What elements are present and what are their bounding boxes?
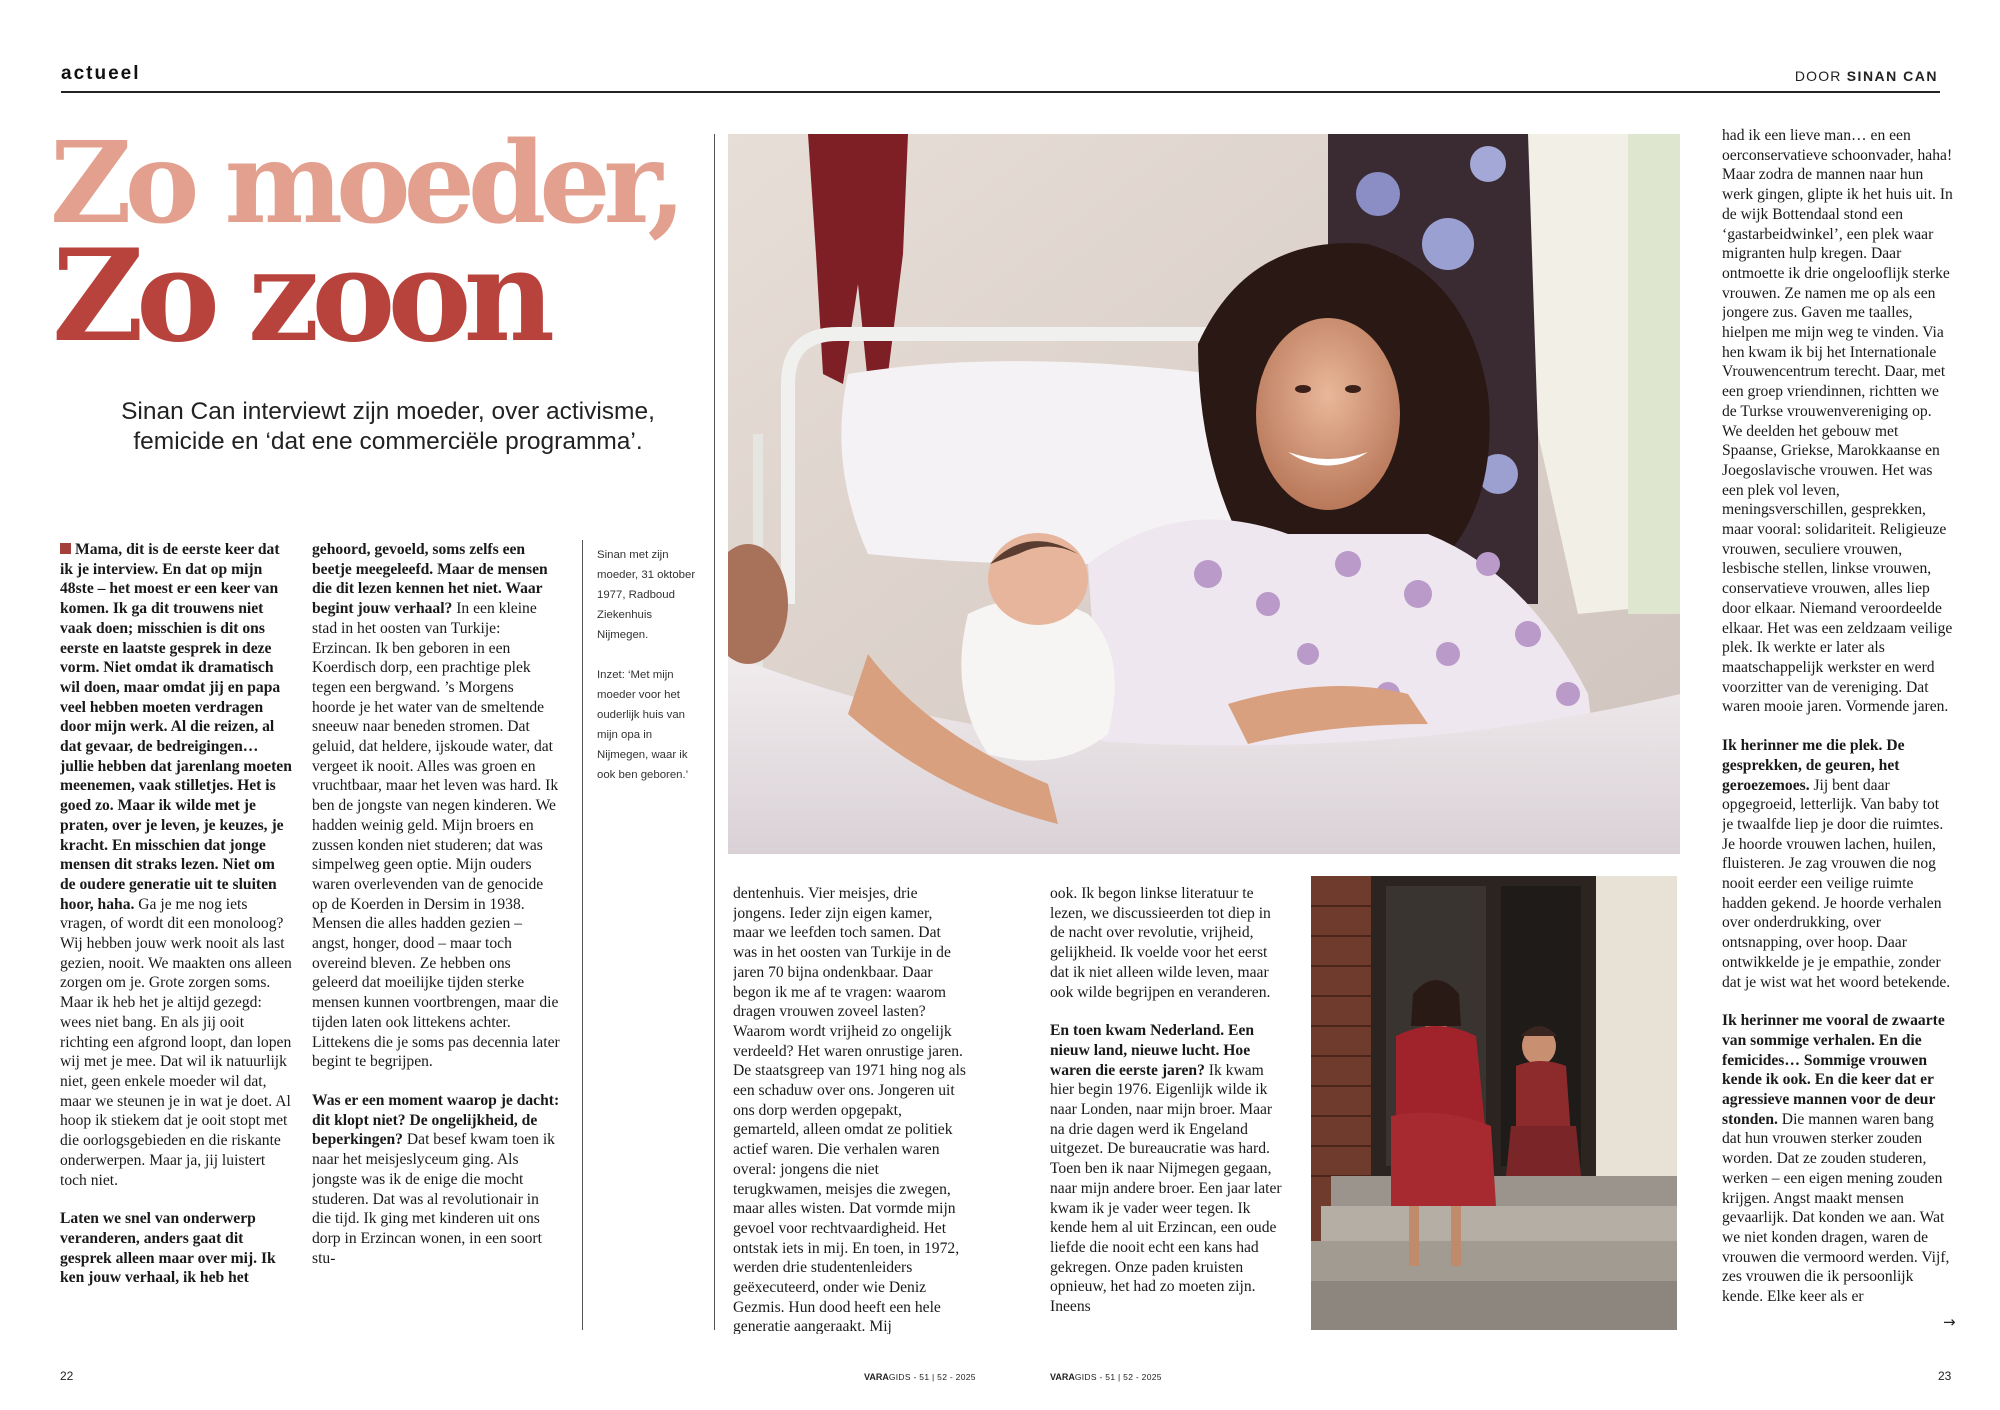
answer-3-end: ook. Ik begon linkse literatuur te lezen, we discussieerden tot diep in de nacht over revolutie, vrijheid, gelijkheid. Ik voelde voor het eerst dat ik niet alleen wilde leven, maar ook wilde begrijpen en veranderen.	[1050, 885, 1271, 1001]
page-number-right: 23	[1938, 1369, 1952, 1383]
intro-standfirst: Sinan Can interviewt zijn moeder, over activisme, femicide en ‘dat ene commerciële programma’.	[121, 398, 655, 455]
question-2-continued: gehoord, gevoeld, soms zelfs een beetje meegeleefd. Maar de mensen die dit lezen kennen het niet. Waar begint jouw verhaal?	[312, 541, 548, 618]
answer-6: Die mannen waren bang dat hun vrouwen sterker zouden worden. Dat ze zouden studeren, werken – een eigen mening zouden krijgen. Angst maakt mensen gevaarlijk. Dat konden we aan. Wat we niet konden dragen, waren de vrouwen die vermoord werden. Vijf, zes vrouwen die ik persoonlijk kende. Elke keer als er	[1722, 1110, 1950, 1306]
answer-5: Jij bent daar opgegroeid, letterlijk. Van baby tot je twaalfde liep je door die ruimtes. Je hoorde vrouwen lachen, huilen, fluisteren. Je zag vrouwen die nog nooit eerder een veilige ruimte hadden gekend. Je hoorde verhalen over onderdrukking, over ontsnapping, over hoop. Daar ontwikkelde je je empathie, zonder dat je wist wat het woord betekende.	[1722, 776, 1951, 991]
question-6: Ik herinner me vooral de zwaarte van sommige verhalen. En die femicides… Sommige vrouwen kende ik ook. En die keer dat er agressieve mannen voor de deur stonden.	[1722, 1012, 1945, 1128]
text-column-2	[312, 540, 560, 1332]
question-2: Laten we snel van onderwerp veranderen, anders gaat dit gesprek alleen maar over mij. Ik ken jouw verhaal, ik heb het	[60, 1210, 276, 1287]
byline-author: SINAN CAN	[1846, 68, 1938, 84]
answer-3: Dat besef kwam toen ik naar het meisjeslyceum ging. Als jongste was ik de enige die mocht studeren. Dat was al revolutionair in die tijd. Ik ging met kinderen uit ons dorp in Erzincan wonen, in een soort stu-	[312, 1131, 555, 1267]
byline-prefix: DOOR	[1794, 68, 1842, 84]
article-start-marker	[60, 543, 71, 554]
headline-line-2: Zo zoon	[52, 222, 548, 370]
magazine-footer-right: VARAGIDS - 51 | 52 - 2025	[1050, 1372, 1162, 1382]
text-column-4	[1050, 884, 1283, 1334]
continue-arrow-icon: →	[1943, 1313, 1956, 1331]
caption-inset: Inzet: ‘Met mijn moeder voor het ouderlijk huis van mijn opa in Nijmegen, waar ik ook ben geboren.’	[597, 669, 689, 781]
text-column-3	[733, 884, 966, 1334]
photo-caption	[597, 545, 703, 805]
column-rule-left	[582, 540, 583, 1330]
question-1: Mama, dit is de eerste keer dat ik je interview. En dat op mijn 48ste – het moest er een keer van komen. Ik ga dit trouwens niet vaak doen; misschien is dit ons eerste en laatste gesprek in deze vorm. Niet omdat ik dramatisch wil doen, maar omdat jij en papa veel hebben moeten verdragen door mijn werk. Al die reizen, al dat gevaar, de bedreigingen… jullie hebben dat jarenlang moeten meenemen, vaak stilletjes. Het is goed zo. Maar ik wilde met je praten, over je leven, je keuzes, je kracht. En misschien dat jonge mensen dit straks lezen. Niet om de oudere generatie uit te sluiten hoor, haha.	[60, 541, 292, 913]
main-photo-mother-and-baby	[728, 134, 1680, 854]
column-rule-gutter	[714, 134, 715, 1330]
byline	[1795, 68, 1938, 84]
section-label: actueel	[61, 63, 141, 84]
caption-main: Sinan met zijn moeder, 31 oktober 1977, Radboud Ziekenhuis Nijmegen.	[597, 549, 696, 641]
text-column-1	[60, 540, 292, 1332]
answer-2: In een kleine stad in het oosten van Turkije: Erzincan. Ik ben geboren in een Koerdisch dorp, een prachtige plek tegen een bergwand. ’s Morgens hoorde je het water van de smeltende sneeuw naar beneden stromen. Dat geluid, dat heldere, ijskoude water, dat vergeet ik nooit. Alles was groen en vruchtbaar, maar het leven was hard. Ik ben de jongste van negen kinderen. We hadden weinig geld. Mijn broers en zussen konden niet studeren; dat was simpelweg geen optie. Mijn ouders waren overlevenden van de genocide op de Koerden in Dersim in 1938. Mensen die alles hadden gezien – angst, honger, dood – maar toch overeind bleven. Ze hebben ons geleerd dat moeilijke tijden sterke mensen kunnen voortbrengen, maar die tijden laten ook littekens achter. Littekens die je soms pas decennia later begint te begrijpen.	[312, 600, 560, 1071]
question-4: En toen kwam Nederland. Een nieuw land, nieuwe lucht. Hoe waren die eerste jaren?	[1050, 1022, 1255, 1079]
answer-1: Ga je me nog iets vragen, of wordt dit een monoloog? Wij hebben jouw werk nooit als last gezien, nooit. We maakten ons alleen zorgen om je. Grote zorgen soms. Maar ik heb het je altijd gezegd: wees niet bang. En als jij ooit richting een afgrond loopt, dan lopen wij met je mee. Dat wil ik natuurlijk niet, geen enkele moeder wil dat, maar we steunen je in wat je doet. Al hoop ik stiekem dat je ooit stopt met die oorlogsgebieden en die riskante onderwerpen. Maar ja, jij luistert toch niet.	[60, 895, 292, 1189]
question-3: Was er een moment waarop je dacht: dit klopt niet? De ongelijkheid, de beperkingen?	[312, 1091, 560, 1149]
answer-4: Ik kwam hier begin 1976. Eigenlijk wilde ik naar Londen, naar mijn broer. Maar na drie dagen werd ik Engeland uitgezet. De bureaucratie was hard. Toen ben ik naar Nijmegen gegaan, naar mijn andere broer. Een jaar later kwam ik je vader weer tegen. Ik kende hem al uit Erzincan, een oude liefde die nooit echt een kans had gekregen. Onze paden kruisten opnieuw, het had zo moeten zijn. Ineens	[1050, 1061, 1282, 1316]
text-column-5	[1722, 126, 1954, 1334]
headline-line-1: Zo moeder,	[50, 118, 680, 249]
magazine-footer-left: VARAGIDS - 51 | 52 - 2025	[864, 1372, 976, 1382]
inset-photo-doorstep	[1311, 876, 1677, 1330]
header-rule	[61, 91, 1940, 93]
page-number-left: 22	[60, 1369, 74, 1383]
answer-3-continued: dentenhuis. Vier meisjes, drie jongens. Ieder zijn eigen kamer, maar we leefden toch samen. Dat was in het oosten van Turkije in de jaren 70 bijna ondenkbaar. Daar begon ik me af te vragen: waarom dragen vrouwen zoveel lasten? Waarom wordt vrijheid zo ongelijk verdeeld? Het waren onrustige jaren. De staatsgreep van 1971 hing nog als een schaduw over ons. Jongeren uit ons dorp werden opgepakt, gemarteld, alleen omdat ze politiek actief waren. Die verhalen waren overal: jongens die niet terugkwamen, meisjes die zwegen, maar alles wisten. Dat vormde mijn gevoel voor rechtvaardigheid. Het ontstak iets in mij. En toen, in 1972, werden drie studentenleiders geëxecuteerd, onder wie Deniz Gezmis. Hun dood heeft een hele generatie aangeraakt. Mij	[733, 885, 966, 1334]
answer-4-continued: had ik een lieve man… en een oerconservatieve schoonvader, haha! Maar zodra de mannen naar hun werk gingen, glipte ik het huis uit. In de wijk Bottendaal stond een ‘gastarbeidwinkel’, een plek waar migranten hulp kregen. Daar ontmoette ik drie ongelooflijk sterke vrouwen. Ze namen me op als een jongere zus. Gaven me taalles, hielpen me mijn weg te vinden. Via hen kwam ik bij het Internationale Vrouwencentrum terecht. Daar, met een groep vriendinnen, richtten we de Turkse vrouwenvereniging op. We deelden het gebouw met Spaanse, Griekse, Marokkaanse en Joegoslavische vrouwen. Het was een plek vol leven, meningsverschillen, gesprekken, maar vooral: solidariteit. Religieuze vrouwen, seculiere vrouwen, lesbische stellen, linkse vrouwen, conservatieve vrouwen, alles liep door elkaar. Niemand veroordeelde elkaar. Het was een zeldzaam veilige plek. Ik werkte er later als maatschappelijk werkster en werd voorzitter van de vereniging. Dat waren mooie jaren. Vormende jaren.	[1722, 127, 1953, 716]
question-5: Ik herinner me die plek. De gesprekken, de geuren, het geroezemoes.	[1722, 737, 1905, 794]
